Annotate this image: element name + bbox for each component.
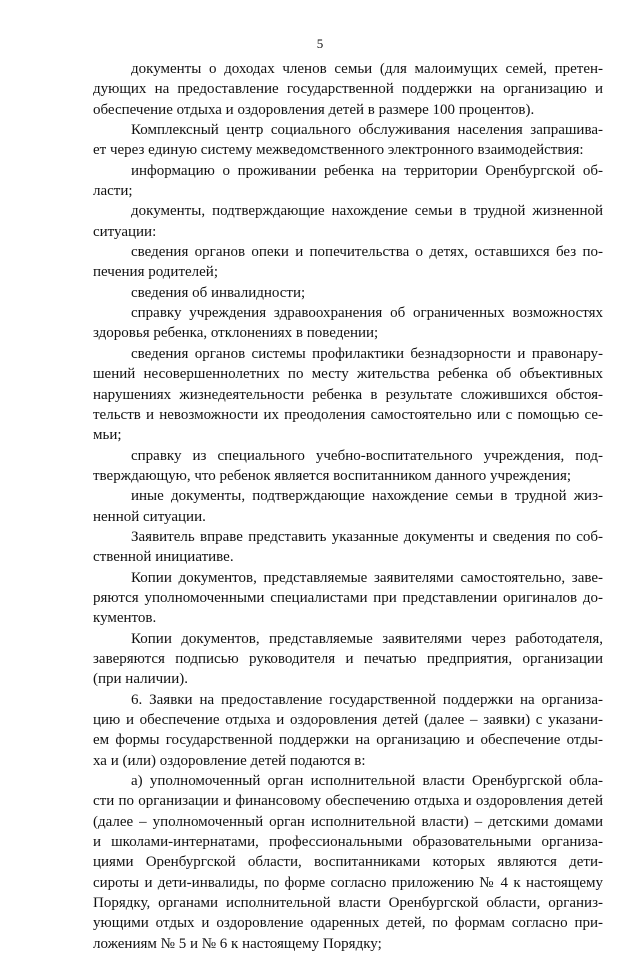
text-line: Копии документов, представляемые заявителями самостоятельно, заве- [131, 569, 603, 586]
text-line: нарушениях жизнедеятельности ребенка в результате сложившихся обстоя- [93, 386, 603, 403]
text-line: справку учреждения здравоохранения об ограниченных возможностях [131, 305, 603, 322]
text-line: сти по организации и финансовому обеспечению отдыха и оздоровления детей [93, 793, 603, 810]
text-line: справку из специального учебно-воспитательного учреждения, под- [131, 447, 603, 464]
text-line: ет через единую систему межведомственного электронного взаимодействия: [93, 142, 584, 159]
text-line: ненной ситуации. [93, 508, 206, 525]
text-line: тельств и невозможности их преодоления самостоятельно или с помощью се- [93, 406, 603, 423]
text-line: Комплексный центр социального обслуживания населения запрашива- [131, 122, 603, 139]
text-line: заверяются подписью руководителя и печатью предприятия, организации [93, 650, 603, 667]
text-line: цию и обеспечение отдыха и оздоровления детей (далее – заявки) с указани- [93, 712, 603, 728]
text-line: сведения об инвалидности; [131, 284, 306, 301]
text-line: 6. Заявки на предоставление государственной поддержки на организа- [131, 691, 603, 708]
text-line: ственной инициативе. [93, 549, 234, 566]
text-line: Заявитель вправе представить указанные документы и сведения по соб- [131, 528, 603, 545]
text-line: а) уполномоченный орган исполнительной власти Оренбургской обла- [131, 773, 603, 790]
text-line: сведения органов опеки и попечительства о детях, оставшихся без по- [131, 244, 603, 261]
text-line: ряются уполномоченными специалистами при представлении оригиналов до- [93, 589, 603, 606]
text-line: (далее – уполномоченный орган исполнительной власти) – детскими домами [93, 813, 603, 830]
text-line: ем формы государственной поддержки на организацию и обеспечение отды- [93, 732, 603, 749]
text-line: ласти; [93, 183, 133, 200]
body-text [93, 59, 603, 954]
text-line: ложениям № 5 и № 6 к настоящему Порядку; [93, 935, 382, 952]
text-line: сведения органов системы профилактики безнадзорности и правонару- [131, 345, 603, 362]
text-line: Порядку, органами исполнительной власти Оренбургской области, организ- [93, 895, 603, 912]
text-line: сироты и дети-инвалиды, по форме согласно приложению № 4 к настоящему [93, 874, 603, 891]
text-line: циями Оренбургской области, воспитанниками которых являются дети- [93, 854, 603, 871]
page-number: 5 [316, 36, 324, 51]
text-line: ха и (или) оздоровление детей подаются в: [93, 752, 366, 769]
text-line: информацию о проживании ребенка на территории Оренбургской об- [131, 162, 603, 179]
text-line: здоровья ребенка, отклонениях в поведении; [93, 325, 379, 342]
text-line: обеспечение отдыха и оздоровления детей в размере 100 процентов). [93, 101, 535, 118]
text-line: ситуации: [93, 223, 157, 240]
text-line: кументов. [93, 610, 157, 627]
text-line: шений несовершеннолетних по месту жительства ребенка об объективных [93, 366, 603, 383]
text-line: тверждающую, что ребенок является воспитанником данного учреждения; [93, 467, 572, 484]
text-line: ующими отдых и оздоровление одаренных детей, по формам согласно при- [93, 915, 603, 932]
text-line: и школами-интернатами, профессиональными образовательными организа- [93, 834, 603, 851]
text-line: мьи; [93, 427, 122, 444]
text-line: иные документы, подтверждающие нахождение семьи в трудной жиз- [131, 488, 603, 505]
text-line: дующих на предоставление государственной поддержки на организацию и [93, 81, 603, 98]
text-line: (при наличии). [93, 671, 188, 688]
text-line: Копии документов, представляемые заявителями через работодателя, [131, 630, 603, 647]
text-line: документы о доходах членов семьи (для малоимущих семей, претен- [131, 61, 603, 77]
text-line: печения родителей; [93, 264, 218, 281]
text-line: документы, подтверждающие нахождение семьи в трудной жизненной [131, 203, 603, 220]
